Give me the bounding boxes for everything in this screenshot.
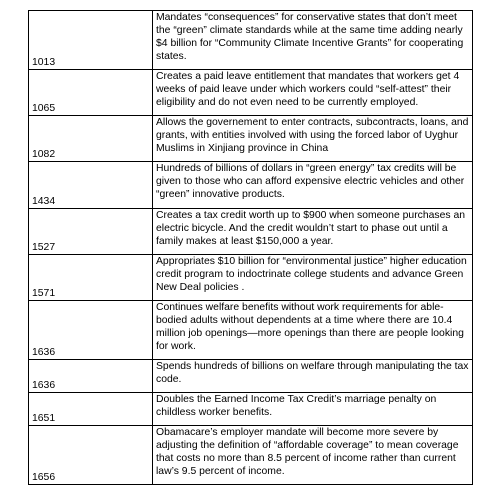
section-number: 1571 [29, 255, 153, 301]
provision-description: Hundreds of billions of dollars in “green energy” tax credits will be given to those who can afford expensive electric vehicles and other “green” innovative products. [153, 162, 473, 209]
table-row [29, 162, 473, 209]
section-number: 1527 [29, 209, 153, 255]
section-number: 1636 [29, 301, 153, 360]
provisions-table [28, 10, 473, 485]
table-row [29, 255, 473, 301]
table-row [29, 116, 473, 162]
provision-description: Mandates “consequences” for conservative states that don’t meet the “green” climate standards while at the same time adding nearly $4 billion for “Community Climate Incentive Grants” for cooperating states. [153, 11, 473, 70]
provision-description: Obamacare’s employer mandate will become more severe by adjusting the definition of “affordable coverage” to mean coverage that costs no more than 8.5 percent of income rather than current law’s 9.5 percent of income. [153, 426, 473, 485]
section-number: 1434 [29, 162, 153, 209]
provision-description: Creates a tax credit worth up to $900 when someone purchases an electric bicycle. And the credit wouldn’t start to phase out until a family makes at least $150,000 a year. [153, 209, 473, 255]
section-number: 1656 [29, 426, 153, 485]
section-number: 1013 [29, 11, 153, 70]
provision-description: Appropriates $10 billion for “environmental justice” higher education credit program to indoctrinate college students and advance Green New Deal policies . [153, 255, 473, 301]
provision-description: Creates a paid leave entitlement that mandates that workers get 4 weeks of paid leave under which workers could “self-attest” their eligibility and do not even need to be currently employed. [153, 70, 473, 116]
provision-description: Continues welfare benefits without work requirements for able-bodied adults without dependents at a time where there are 10.4 million job openings—more openings than there are people looking for work. [153, 301, 473, 360]
table-row [29, 301, 473, 360]
table-row [29, 209, 473, 255]
table-row [29, 360, 473, 393]
section-number: 1636 [29, 360, 153, 393]
provision-description: Doubles the Earned Income Tax Credit’s marriage penalty on childless worker benefits. [153, 393, 473, 426]
section-number: 1065 [29, 70, 153, 116]
table-row [29, 11, 473, 70]
provision-description: Spends hundreds of billions on welfare through manipulating the tax code. [153, 360, 473, 393]
section-number: 1082 [29, 116, 153, 162]
provision-description: Allows the governement to enter contracts, subcontracts, loans, and grants, with entities involved with using the forced labor of Uyghur Muslims in Xinjiang province in China [153, 116, 473, 162]
table-row [29, 426, 473, 485]
table-row [29, 70, 473, 116]
section-number: 1651 [29, 393, 153, 426]
table-row [29, 393, 473, 426]
document-page [28, 10, 473, 485]
